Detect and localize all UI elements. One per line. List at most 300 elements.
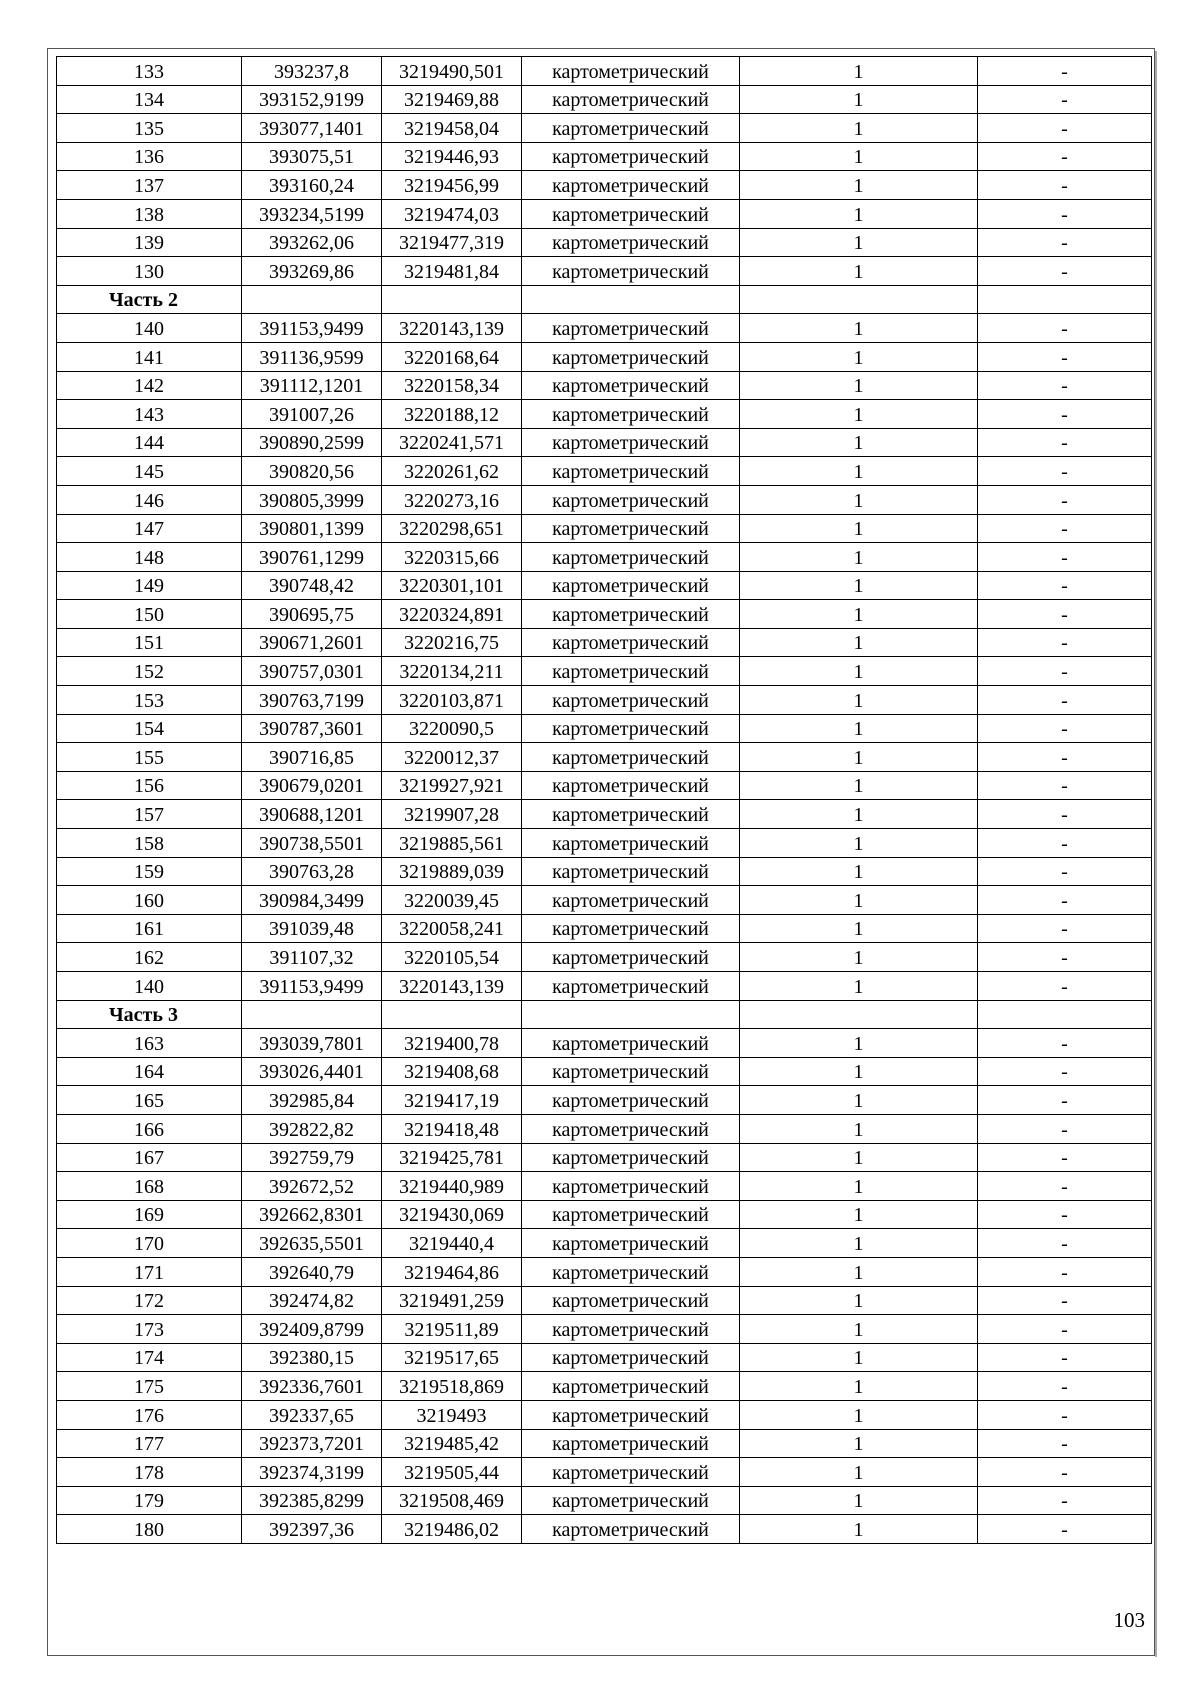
note-cell: -: [978, 57, 1152, 86]
x-coordinate-cell: 392380,15: [242, 1343, 382, 1372]
table-row: [57, 400, 1152, 429]
accuracy-cell: 1: [740, 371, 978, 400]
point-number-cell: 175: [57, 1372, 242, 1401]
note-cell: -: [978, 428, 1152, 457]
y-coordinate-cell: 3219885,561: [382, 829, 522, 858]
note-cell: -: [978, 1057, 1152, 1086]
point-number-cell: 130: [57, 257, 242, 286]
y-coordinate-cell: 3219425,781: [382, 1143, 522, 1172]
point-number-cell: 148: [57, 543, 242, 572]
x-coordinate-cell: 390748,42: [242, 571, 382, 600]
accuracy-cell: 1: [740, 1029, 978, 1058]
accuracy-cell: 1: [740, 1086, 978, 1115]
method-cell: картометрический: [522, 1343, 740, 1372]
table-row: [57, 686, 1152, 715]
empty-cell: [382, 285, 522, 314]
empty-cell: [978, 285, 1152, 314]
accuracy-cell: 1: [740, 228, 978, 257]
x-coordinate-cell: 391007,26: [242, 400, 382, 429]
y-coordinate-cell: 3219889,039: [382, 857, 522, 886]
point-number-cell: 158: [57, 829, 242, 858]
point-number-cell: 140: [57, 314, 242, 343]
table-row: [57, 829, 1152, 858]
y-coordinate-cell: 3219493: [382, 1400, 522, 1429]
accuracy-cell: 1: [740, 257, 978, 286]
note-cell: -: [978, 800, 1152, 829]
point-number-cell: 176: [57, 1400, 242, 1429]
point-number-cell: 137: [57, 171, 242, 200]
point-number-cell: 154: [57, 714, 242, 743]
method-cell: картометрический: [522, 800, 740, 829]
table-row: [57, 857, 1152, 886]
accuracy-cell: 1: [740, 600, 978, 629]
method-cell: картометрический: [522, 628, 740, 657]
empty-cell: [242, 285, 382, 314]
note-cell: -: [978, 914, 1152, 943]
accuracy-cell: 1: [740, 771, 978, 800]
accuracy-cell: 1: [740, 743, 978, 772]
y-coordinate-cell: 3219490,501: [382, 57, 522, 86]
table-row: [57, 85, 1152, 114]
accuracy-cell: 1: [740, 199, 978, 228]
table-row: [57, 457, 1152, 486]
method-cell: картометрический: [522, 1200, 740, 1229]
table-row: [57, 571, 1152, 600]
x-coordinate-cell: 391136,9599: [242, 342, 382, 371]
table-row: [57, 342, 1152, 371]
y-coordinate-cell: 3220168,64: [382, 342, 522, 371]
y-coordinate-cell: 3219458,04: [382, 114, 522, 143]
method-cell: картометрический: [522, 342, 740, 371]
method-cell: картометрический: [522, 543, 740, 572]
method-cell: картометрический: [522, 571, 740, 600]
accuracy-cell: 1: [740, 1229, 978, 1258]
accuracy-cell: 1: [740, 1143, 978, 1172]
x-coordinate-cell: 390738,5501: [242, 829, 382, 858]
x-coordinate-cell: 393262,06: [242, 228, 382, 257]
method-cell: картометрический: [522, 457, 740, 486]
method-cell: картометрический: [522, 257, 740, 286]
accuracy-cell: 1: [740, 1114, 978, 1143]
page-number: 103: [1113, 1608, 1145, 1632]
x-coordinate-cell: 390787,3601: [242, 714, 382, 743]
point-number-cell: 177: [57, 1429, 242, 1458]
method-cell: картометрический: [522, 972, 740, 1001]
y-coordinate-cell: 3220241,571: [382, 428, 522, 457]
y-coordinate-cell: 3219469,88: [382, 85, 522, 114]
method-cell: картометрический: [522, 314, 740, 343]
x-coordinate-cell: 392373,7201: [242, 1429, 382, 1458]
empty-cell: [382, 1000, 522, 1029]
y-coordinate-cell: 3219477,319: [382, 228, 522, 257]
note-cell: -: [978, 1429, 1152, 1458]
table-row: [57, 428, 1152, 457]
point-number-cell: 140: [57, 972, 242, 1001]
accuracy-cell: 1: [740, 1343, 978, 1372]
table-row: [57, 57, 1152, 86]
point-number-cell: 180: [57, 1515, 242, 1544]
x-coordinate-cell: 392337,65: [242, 1400, 382, 1429]
x-coordinate-cell: 393077,1401: [242, 114, 382, 143]
y-coordinate-cell: 3220273,16: [382, 485, 522, 514]
point-number-cell: 138: [57, 199, 242, 228]
note-cell: -: [978, 228, 1152, 257]
note-cell: -: [978, 371, 1152, 400]
note-cell: -: [978, 199, 1152, 228]
table-row: [57, 1229, 1152, 1258]
y-coordinate-cell: 3220090,5: [382, 714, 522, 743]
y-coordinate-cell: 3220143,139: [382, 972, 522, 1001]
table-row: [57, 943, 1152, 972]
y-coordinate-cell: 3219474,03: [382, 199, 522, 228]
method-cell: картометрический: [522, 914, 740, 943]
note-cell: -: [978, 114, 1152, 143]
x-coordinate-cell: 390763,28: [242, 857, 382, 886]
y-coordinate-cell: 3220324,891: [382, 600, 522, 629]
x-coordinate-cell: 392985,84: [242, 1086, 382, 1115]
y-coordinate-cell: 3220105,54: [382, 943, 522, 972]
empty-cell: [740, 1000, 978, 1029]
accuracy-cell: 1: [740, 1172, 978, 1201]
x-coordinate-cell: 391112,1201: [242, 371, 382, 400]
table-row: [57, 1257, 1152, 1286]
x-coordinate-cell: 390671,2601: [242, 628, 382, 657]
accuracy-cell: 1: [740, 628, 978, 657]
table-row: [57, 1315, 1152, 1344]
note-cell: -: [978, 943, 1152, 972]
note-cell: -: [978, 543, 1152, 572]
note-cell: -: [978, 1143, 1152, 1172]
y-coordinate-cell: 3219508,469: [382, 1486, 522, 1515]
point-number-cell: 156: [57, 771, 242, 800]
accuracy-cell: 1: [740, 829, 978, 858]
accuracy-cell: 1: [740, 1372, 978, 1401]
x-coordinate-cell: 392635,5501: [242, 1229, 382, 1258]
accuracy-cell: 1: [740, 57, 978, 86]
point-number-cell: 136: [57, 142, 242, 171]
point-number-cell: 166: [57, 1114, 242, 1143]
part-label: Часть 2: [57, 285, 242, 314]
table-row: [57, 543, 1152, 572]
note-cell: -: [978, 857, 1152, 886]
note-cell: -: [978, 628, 1152, 657]
x-coordinate-cell: 391107,32: [242, 943, 382, 972]
x-coordinate-cell: 390820,56: [242, 457, 382, 486]
method-cell: картометрический: [522, 686, 740, 715]
method-cell: картометрический: [522, 228, 740, 257]
table-row: [57, 600, 1152, 629]
x-coordinate-cell: 392640,79: [242, 1257, 382, 1286]
point-number-cell: 160: [57, 886, 242, 915]
method-cell: картометрический: [522, 1315, 740, 1344]
empty-cell: [740, 285, 978, 314]
empty-cell: [522, 285, 740, 314]
accuracy-cell: 1: [740, 943, 978, 972]
point-number-cell: 165: [57, 1086, 242, 1115]
note-cell: -: [978, 1029, 1152, 1058]
method-cell: картометрический: [522, 1486, 740, 1515]
accuracy-cell: 1: [740, 1515, 978, 1544]
point-number-cell: 150: [57, 600, 242, 629]
x-coordinate-cell: 391153,9499: [242, 314, 382, 343]
table-row: [57, 1400, 1152, 1429]
method-cell: картометрический: [522, 743, 740, 772]
x-coordinate-cell: 392474,82: [242, 1286, 382, 1315]
note-cell: -: [978, 829, 1152, 858]
table-row: [57, 1029, 1152, 1058]
x-coordinate-cell: 393075,51: [242, 142, 382, 171]
point-number-cell: 135: [57, 114, 242, 143]
note-cell: -: [978, 485, 1152, 514]
y-coordinate-cell: 3220216,75: [382, 628, 522, 657]
y-coordinate-cell: 3219485,42: [382, 1429, 522, 1458]
y-coordinate-cell: 3220039,45: [382, 886, 522, 915]
method-cell: картометрический: [522, 1229, 740, 1258]
point-number-cell: 134: [57, 85, 242, 114]
note-cell: -: [978, 400, 1152, 429]
point-number-cell: 157: [57, 800, 242, 829]
method-cell: картометрический: [522, 771, 740, 800]
point-number-cell: 147: [57, 514, 242, 543]
y-coordinate-cell: 3219518,869: [382, 1372, 522, 1401]
accuracy-cell: 1: [740, 972, 978, 1001]
accuracy-cell: 1: [740, 914, 978, 943]
point-number-cell: 173: [57, 1315, 242, 1344]
x-coordinate-cell: 392336,7601: [242, 1372, 382, 1401]
method-cell: картометрический: [522, 1029, 740, 1058]
x-coordinate-cell: 390695,75: [242, 600, 382, 629]
point-number-cell: 152: [57, 657, 242, 686]
table-row: [57, 1372, 1152, 1401]
y-coordinate-cell: 3219440,4: [382, 1229, 522, 1258]
note-cell: -: [978, 571, 1152, 600]
y-coordinate-cell: 3219408,68: [382, 1057, 522, 1086]
point-number-cell: 168: [57, 1172, 242, 1201]
point-number-cell: 141: [57, 342, 242, 371]
x-coordinate-cell: 390801,1399: [242, 514, 382, 543]
y-coordinate-cell: 3219417,19: [382, 1086, 522, 1115]
y-coordinate-cell: 3219491,259: [382, 1286, 522, 1315]
accuracy-cell: 1: [740, 142, 978, 171]
accuracy-cell: 1: [740, 114, 978, 143]
method-cell: картометрический: [522, 400, 740, 429]
table-row: [57, 199, 1152, 228]
table-row: [57, 1286, 1152, 1315]
method-cell: картометрический: [522, 1086, 740, 1115]
point-number-cell: 151: [57, 628, 242, 657]
note-cell: -: [978, 1286, 1152, 1315]
point-number-cell: 133: [57, 57, 242, 86]
note-cell: -: [978, 142, 1152, 171]
note-cell: -: [978, 1114, 1152, 1143]
point-number-cell: 159: [57, 857, 242, 886]
accuracy-cell: 1: [740, 1200, 978, 1229]
method-cell: картометрический: [522, 142, 740, 171]
method-cell: картометрический: [522, 114, 740, 143]
accuracy-cell: 1: [740, 171, 978, 200]
table-row: [57, 1114, 1152, 1143]
x-coordinate-cell: 392374,3199: [242, 1458, 382, 1487]
note-cell: -: [978, 1486, 1152, 1515]
x-coordinate-cell: 392397,36: [242, 1515, 382, 1544]
y-coordinate-cell: 3219440,989: [382, 1172, 522, 1201]
x-coordinate-cell: 392385,8299: [242, 1486, 382, 1515]
table-row: [57, 628, 1152, 657]
accuracy-cell: 1: [740, 886, 978, 915]
note-cell: -: [978, 972, 1152, 1001]
point-number-cell: 142: [57, 371, 242, 400]
accuracy-cell: 1: [740, 857, 978, 886]
method-cell: картометрический: [522, 1515, 740, 1544]
table-row: [57, 1515, 1152, 1544]
accuracy-cell: 1: [740, 1400, 978, 1429]
y-coordinate-cell: 3219517,65: [382, 1343, 522, 1372]
method-cell: картометрический: [522, 1172, 740, 1201]
y-coordinate-cell: 3220103,871: [382, 686, 522, 715]
method-cell: картометрический: [522, 1143, 740, 1172]
note-cell: -: [978, 1229, 1152, 1258]
point-number-cell: 163: [57, 1029, 242, 1058]
point-number-cell: 144: [57, 428, 242, 457]
accuracy-cell: 1: [740, 686, 978, 715]
method-cell: картометрический: [522, 514, 740, 543]
x-coordinate-cell: 391039,48: [242, 914, 382, 943]
y-coordinate-cell: 3220298,651: [382, 514, 522, 543]
accuracy-cell: 1: [740, 485, 978, 514]
method-cell: картометрический: [522, 199, 740, 228]
table-row: [57, 314, 1152, 343]
coordinates-table: [56, 56, 1152, 1544]
x-coordinate-cell: 392662,8301: [242, 1200, 382, 1229]
accuracy-cell: 1: [740, 1429, 978, 1458]
x-coordinate-cell: 393237,8: [242, 57, 382, 86]
x-coordinate-cell: 391153,9499: [242, 972, 382, 1001]
note-cell: -: [978, 600, 1152, 629]
accuracy-cell: 1: [740, 657, 978, 686]
y-coordinate-cell: 3220315,66: [382, 543, 522, 572]
accuracy-cell: 1: [740, 1257, 978, 1286]
note-cell: -: [978, 657, 1152, 686]
note-cell: -: [978, 1257, 1152, 1286]
method-cell: картометрический: [522, 714, 740, 743]
note-cell: -: [978, 1343, 1152, 1372]
accuracy-cell: 1: [740, 571, 978, 600]
point-number-cell: 171: [57, 1257, 242, 1286]
table-row: [57, 714, 1152, 743]
accuracy-cell: 1: [740, 1057, 978, 1086]
note-cell: -: [978, 342, 1152, 371]
x-coordinate-cell: 390679,0201: [242, 771, 382, 800]
note-cell: -: [978, 457, 1152, 486]
empty-cell: [978, 1000, 1152, 1029]
y-coordinate-cell: 3220158,34: [382, 371, 522, 400]
method-cell: картометрический: [522, 1257, 740, 1286]
method-cell: картометрический: [522, 829, 740, 858]
point-number-cell: 153: [57, 686, 242, 715]
method-cell: картометрический: [522, 943, 740, 972]
method-cell: картометрический: [522, 371, 740, 400]
note-cell: -: [978, 171, 1152, 200]
method-cell: картометрический: [522, 1458, 740, 1487]
note-cell: -: [978, 1200, 1152, 1229]
accuracy-cell: 1: [740, 1286, 978, 1315]
note-cell: -: [978, 257, 1152, 286]
accuracy-cell: 1: [740, 514, 978, 543]
point-number-cell: 162: [57, 943, 242, 972]
note-cell: -: [978, 314, 1152, 343]
part-header-row: [57, 285, 1152, 314]
method-cell: картометрический: [522, 657, 740, 686]
method-cell: картометрический: [522, 1372, 740, 1401]
point-number-cell: 155: [57, 743, 242, 772]
coordinates-table-body: [57, 57, 1152, 1544]
method-cell: картометрический: [522, 1057, 740, 1086]
empty-cell: [522, 1000, 740, 1029]
point-number-cell: 145: [57, 457, 242, 486]
table-row: [57, 1200, 1152, 1229]
table-row: [57, 743, 1152, 772]
y-coordinate-cell: 3219907,28: [382, 800, 522, 829]
accuracy-cell: 1: [740, 1486, 978, 1515]
method-cell: картометрический: [522, 1114, 740, 1143]
table-row: [57, 1172, 1152, 1201]
table-row: [57, 1143, 1152, 1172]
accuracy-cell: 1: [740, 457, 978, 486]
x-coordinate-cell: 390688,1201: [242, 800, 382, 829]
accuracy-cell: 1: [740, 428, 978, 457]
x-coordinate-cell: 392822,82: [242, 1114, 382, 1143]
accuracy-cell: 1: [740, 1458, 978, 1487]
x-coordinate-cell: 392409,8799: [242, 1315, 382, 1344]
point-number-cell: 169: [57, 1200, 242, 1229]
table-row: [57, 914, 1152, 943]
table-row: [57, 771, 1152, 800]
note-cell: -: [978, 514, 1152, 543]
note-cell: -: [978, 1086, 1152, 1115]
accuracy-cell: 1: [740, 543, 978, 572]
y-coordinate-cell: 3219430,069: [382, 1200, 522, 1229]
y-coordinate-cell: 3219511,89: [382, 1315, 522, 1344]
y-coordinate-cell: 3219418,48: [382, 1114, 522, 1143]
method-cell: картометрический: [522, 428, 740, 457]
table-row: [57, 972, 1152, 1001]
table-row: [57, 657, 1152, 686]
method-cell: картометрический: [522, 171, 740, 200]
x-coordinate-cell: 393039,7801: [242, 1029, 382, 1058]
accuracy-cell: 1: [740, 714, 978, 743]
note-cell: -: [978, 743, 1152, 772]
point-number-cell: 164: [57, 1057, 242, 1086]
note-cell: -: [978, 1458, 1152, 1487]
point-number-cell: 146: [57, 485, 242, 514]
table-row: [57, 228, 1152, 257]
part-label: Часть 3: [57, 1000, 242, 1029]
point-number-cell: 161: [57, 914, 242, 943]
table-row: [57, 142, 1152, 171]
part-header-row: [57, 1000, 1152, 1029]
table-row: [57, 171, 1152, 200]
x-coordinate-cell: 390890,2599: [242, 428, 382, 457]
table-row: [57, 485, 1152, 514]
y-coordinate-cell: 3220188,12: [382, 400, 522, 429]
y-coordinate-cell: 3220301,101: [382, 571, 522, 600]
accuracy-cell: 1: [740, 400, 978, 429]
x-coordinate-cell: 390984,3499: [242, 886, 382, 915]
table-row: [57, 1343, 1152, 1372]
method-cell: картометрический: [522, 57, 740, 86]
point-number-cell: 139: [57, 228, 242, 257]
x-coordinate-cell: 393152,9199: [242, 85, 382, 114]
